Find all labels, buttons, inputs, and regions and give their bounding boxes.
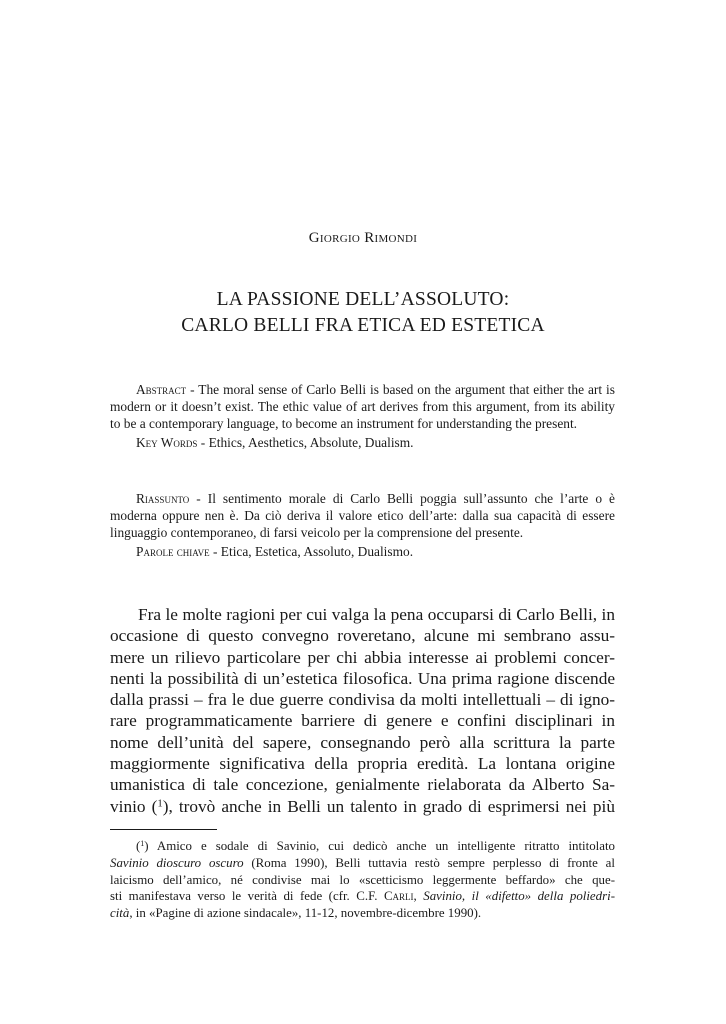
title-line-2: CARLO BELLI FRA ETICA ED ESTETICA [181, 315, 545, 336]
abstract-section [110, 381, 615, 451]
parole-chiave-label: Parole chiave [136, 544, 210, 559]
footnote-text: sti manifestava verso le verità di fede (cfr. C.F. [110, 889, 384, 904]
footnote-paren: ) [144, 839, 149, 853]
body-line: rare programmaticamente barriere di genere e confini disciplinari in [110, 711, 615, 731]
footnote-reference[interactable]: 1 [157, 797, 163, 810]
keywords-paragraph [110, 434, 615, 451]
footnote-line [110, 888, 615, 905]
article-title [0, 287, 726, 339]
body-paragraph [110, 604, 615, 817]
parole-chiave-paragraph [110, 543, 615, 560]
abstract-paragraph [110, 381, 615, 432]
abstract-text: - The moral sense of Carlo Belli is based on the argument that either the art is modern or it doesn’t exist. The ethic value of art derives from this argument, from its ability to be a contemporary language, to become an instrument for understanding the present. [110, 382, 615, 431]
parole-chiave-text: - Etica, Estetica, Assoluto, Dualismo. [209, 544, 414, 559]
riassunto-label: Riassunto [136, 491, 190, 506]
footnote-line [110, 905, 615, 922]
body-line: dalla prassi – fra le due guerre condivisa da molti intellettuali – di igno- [110, 690, 615, 710]
footnote-text: (Roma 1990), Belli tuttavia restò sempre perplesso di fronte al [243, 855, 615, 870]
footnote [110, 838, 615, 922]
body-text: vinio ( [110, 796, 158, 816]
title-line-1: LA PASSIONE DELL’ASSOLUTO: [216, 289, 510, 310]
body-line: nome dell’unità del sapere, consegnando però alla scrittura la parte [110, 732, 615, 752]
author-name: Giorgio Rimondi [308, 230, 418, 246]
riassunto-paragraph [110, 490, 615, 541]
body-line: umanistica di tale concezione, genialmente rielaborata da Alberto Sa- [110, 775, 615, 795]
body-line: nenti la possibilità di un’estetica filosofica. Una prima ragione discende [110, 668, 615, 688]
footnote-line [110, 855, 615, 872]
footnote-text: , [413, 889, 424, 904]
footnote-line: laicismo dell’amico, né condivise mai lo «scetticismo leggermente beffardo» che que- [110, 872, 615, 887]
riassunto-section [110, 490, 615, 560]
body-line: occasione di questo convegno roveretano, alcune mi sembrano assu- [110, 626, 615, 646]
footnote-divider [110, 829, 217, 830]
riassunto-text: - Il sentimento morale di Carlo Belli poggia sull’assunto che l’arte o è moderna oppure nen è. Da ciò deriva il valore etico dell’arte: dalla sua capacità di essere linguaggio contemporaneo, di farsi veicolo per la comprensione del presente. [110, 491, 615, 540]
cited-title: cità [110, 906, 130, 921]
cited-title: Savinio, il «difetto» della poliedri- [423, 889, 615, 904]
footnote-line [110, 838, 615, 855]
cited-author: Carli [383, 889, 414, 904]
cited-title: Savinio dioscuro oscuro [110, 855, 244, 870]
footnote-number: 1 [140, 839, 145, 849]
body-text: ), trovò anche in Belli un talento in grado di esprimersi nei più [162, 796, 615, 816]
body-line: Fra le molte ragioni per cui valga la pena occuparsi di Carlo Belli, in [138, 605, 615, 624]
footnote-text: , in «Pagine di azione sindacale», 11-12, novembre-dicembre 1990). [129, 906, 482, 921]
body-line-last [110, 796, 615, 817]
abstract-label: Abstract [136, 382, 187, 397]
footnote-paren: ( [136, 839, 141, 853]
body-line: maggiormente significativa della propria eredità. La lontana origine [110, 754, 615, 774]
keywords-label: Key Words [136, 435, 198, 450]
body-line: mere un rilievo particolare per chi abbia interesse ai problemi concer- [110, 647, 615, 667]
footnote-text: Amico e sodale di Savinio, cui dedicò anche un intelligente ritratto intitolato [148, 839, 615, 853]
keywords-text: - Ethics, Aesthetics, Absolute, Dualism. [197, 435, 414, 450]
